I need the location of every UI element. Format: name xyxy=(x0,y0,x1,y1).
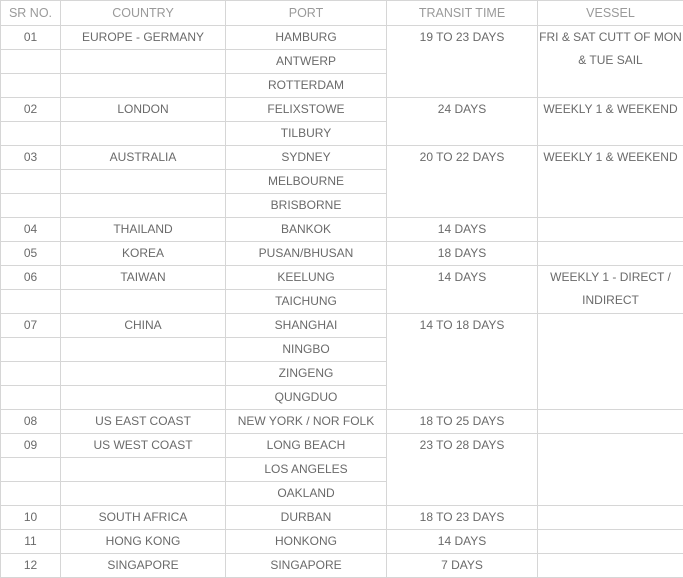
cell-country xyxy=(61,386,226,410)
cell-vessel: FRI & SAT CUTT OF MON & TUE SAIL xyxy=(538,26,683,98)
cell-sr-no: 08 xyxy=(1,410,61,434)
cell-vessel: WEEKLY 1 - DIRECT / INDIRECT xyxy=(538,266,683,314)
cell-port: KEELUNG xyxy=(226,266,387,290)
cell-sr-no: 10 xyxy=(1,506,61,530)
cell-country: LONDON xyxy=(61,98,226,122)
header-port: PORT xyxy=(226,1,387,26)
cell-vessel xyxy=(538,314,683,410)
cell-port: LOS ANGELES xyxy=(226,458,387,482)
table-row xyxy=(1,410,683,434)
cell-country xyxy=(61,122,226,146)
cell-port: QUNGDUO xyxy=(226,386,387,410)
cell-port: NINGBO xyxy=(226,338,387,362)
cell-transit-time: 19 TO 23 DAYS xyxy=(387,26,538,98)
cell-sr-no xyxy=(1,482,61,506)
cell-sr-no: 05 xyxy=(1,242,61,266)
cell-port: LONG BEACH xyxy=(226,434,387,458)
cell-country xyxy=(61,50,226,74)
cell-port: TILBURY xyxy=(226,122,387,146)
cell-sr-no xyxy=(1,170,61,194)
cell-port: ROTTERDAM xyxy=(226,74,387,98)
cell-country xyxy=(61,74,226,98)
table-row xyxy=(1,98,683,122)
table-row xyxy=(1,554,683,578)
cell-country: SOUTH AFRICA xyxy=(61,506,226,530)
cell-sr-no xyxy=(1,122,61,146)
cell-country: KOREA xyxy=(61,242,226,266)
cell-port: SYDNEY xyxy=(226,146,387,170)
cell-transit-time: 7 DAYS xyxy=(387,554,538,578)
cell-country: SINGAPORE xyxy=(61,554,226,578)
cell-port: BANKOK xyxy=(226,218,387,242)
table-row xyxy=(1,314,683,338)
header-row xyxy=(1,1,683,26)
header-country: COUNTRY xyxy=(61,1,226,26)
cell-sr-no xyxy=(1,338,61,362)
cell-port: ANTWERP xyxy=(226,50,387,74)
cell-vessel xyxy=(538,242,683,266)
cell-sr-no: 11 xyxy=(1,530,61,554)
cell-transit-time: 14 DAYS xyxy=(387,530,538,554)
table-row xyxy=(1,506,683,530)
cell-port: OAKLAND xyxy=(226,482,387,506)
cell-transit-time: 14 DAYS xyxy=(387,218,538,242)
cell-sr-no: 12 xyxy=(1,554,61,578)
header-vessel: VESSEL xyxy=(538,1,683,26)
cell-transit-time: 18 DAYS xyxy=(387,242,538,266)
header-transit-time: TRANSIT TIME xyxy=(387,1,538,26)
table-row xyxy=(1,26,683,50)
cell-sr-no xyxy=(1,290,61,314)
cell-country: US EAST COAST xyxy=(61,410,226,434)
cell-port: BRISBORNE xyxy=(226,194,387,218)
cell-transit-time: 23 TO 28 DAYS xyxy=(387,434,538,506)
cell-port: HONKONG xyxy=(226,530,387,554)
table-row xyxy=(1,530,683,554)
cell-country: EUROPE - GERMANY xyxy=(61,26,226,50)
cell-country xyxy=(61,170,226,194)
cell-country xyxy=(61,458,226,482)
cell-sr-no xyxy=(1,362,61,386)
cell-sr-no xyxy=(1,458,61,482)
cell-country xyxy=(61,362,226,386)
table-row xyxy=(1,242,683,266)
cell-country xyxy=(61,290,226,314)
table-header xyxy=(1,1,683,26)
cell-vessel xyxy=(538,410,683,434)
cell-transit-time: 20 TO 22 DAYS xyxy=(387,146,538,218)
cell-port: PUSAN/BHUSAN xyxy=(226,242,387,266)
cell-port: SHANGHAI xyxy=(226,314,387,338)
cell-sr-no xyxy=(1,74,61,98)
header-sr-no: SR NO. xyxy=(1,1,61,26)
cell-country xyxy=(61,338,226,362)
cell-transit-time: 18 TO 23 DAYS xyxy=(387,506,538,530)
cell-vessel xyxy=(538,506,683,530)
cell-port: MELBOURNE xyxy=(226,170,387,194)
cell-country: AUSTRALIA xyxy=(61,146,226,170)
cell-country: THAILAND xyxy=(61,218,226,242)
cell-sr-no: 04 xyxy=(1,218,61,242)
cell-port: HAMBURG xyxy=(226,26,387,50)
cell-sr-no xyxy=(1,50,61,74)
cell-vessel xyxy=(538,218,683,242)
cell-transit-time: 14 DAYS xyxy=(387,266,538,314)
cell-transit-time: 24 DAYS xyxy=(387,98,538,146)
cell-country: TAIWAN xyxy=(61,266,226,290)
cell-vessel: WEEKLY 1 & WEEKEND xyxy=(538,98,683,146)
cell-sr-no: 07 xyxy=(1,314,61,338)
table-row xyxy=(1,218,683,242)
cell-port: TAICHUNG xyxy=(226,290,387,314)
cell-sr-no xyxy=(1,386,61,410)
cell-port: SINGAPORE xyxy=(226,554,387,578)
cell-sr-no: 01 xyxy=(1,26,61,50)
cell-port: ZINGENG xyxy=(226,362,387,386)
cell-country: US WEST COAST xyxy=(61,434,226,458)
cell-sr-no: 09 xyxy=(1,434,61,458)
cell-sr-no: 06 xyxy=(1,266,61,290)
cell-sr-no: 03 xyxy=(1,146,61,170)
cell-vessel xyxy=(538,554,683,578)
cell-port: NEW YORK / NOR FOLK xyxy=(226,410,387,434)
cell-vessel: WEEKLY 1 & WEEKEND xyxy=(538,146,683,218)
cell-vessel xyxy=(538,434,683,506)
table-row xyxy=(1,266,683,290)
table-body xyxy=(1,26,683,578)
cell-port: FELIXSTOWE xyxy=(226,98,387,122)
table-row xyxy=(1,434,683,458)
cell-vessel xyxy=(538,530,683,554)
cell-port: DURBAN xyxy=(226,506,387,530)
cell-country: CHINA xyxy=(61,314,226,338)
cell-country: HONG KONG xyxy=(61,530,226,554)
cell-transit-time: 18 TO 25 DAYS xyxy=(387,410,538,434)
cell-sr-no: 02 xyxy=(1,98,61,122)
cell-sr-no xyxy=(1,194,61,218)
cell-transit-time: 14 TO 18 DAYS xyxy=(387,314,538,410)
table-row xyxy=(1,146,683,170)
cell-country xyxy=(61,194,226,218)
cell-country xyxy=(61,482,226,506)
